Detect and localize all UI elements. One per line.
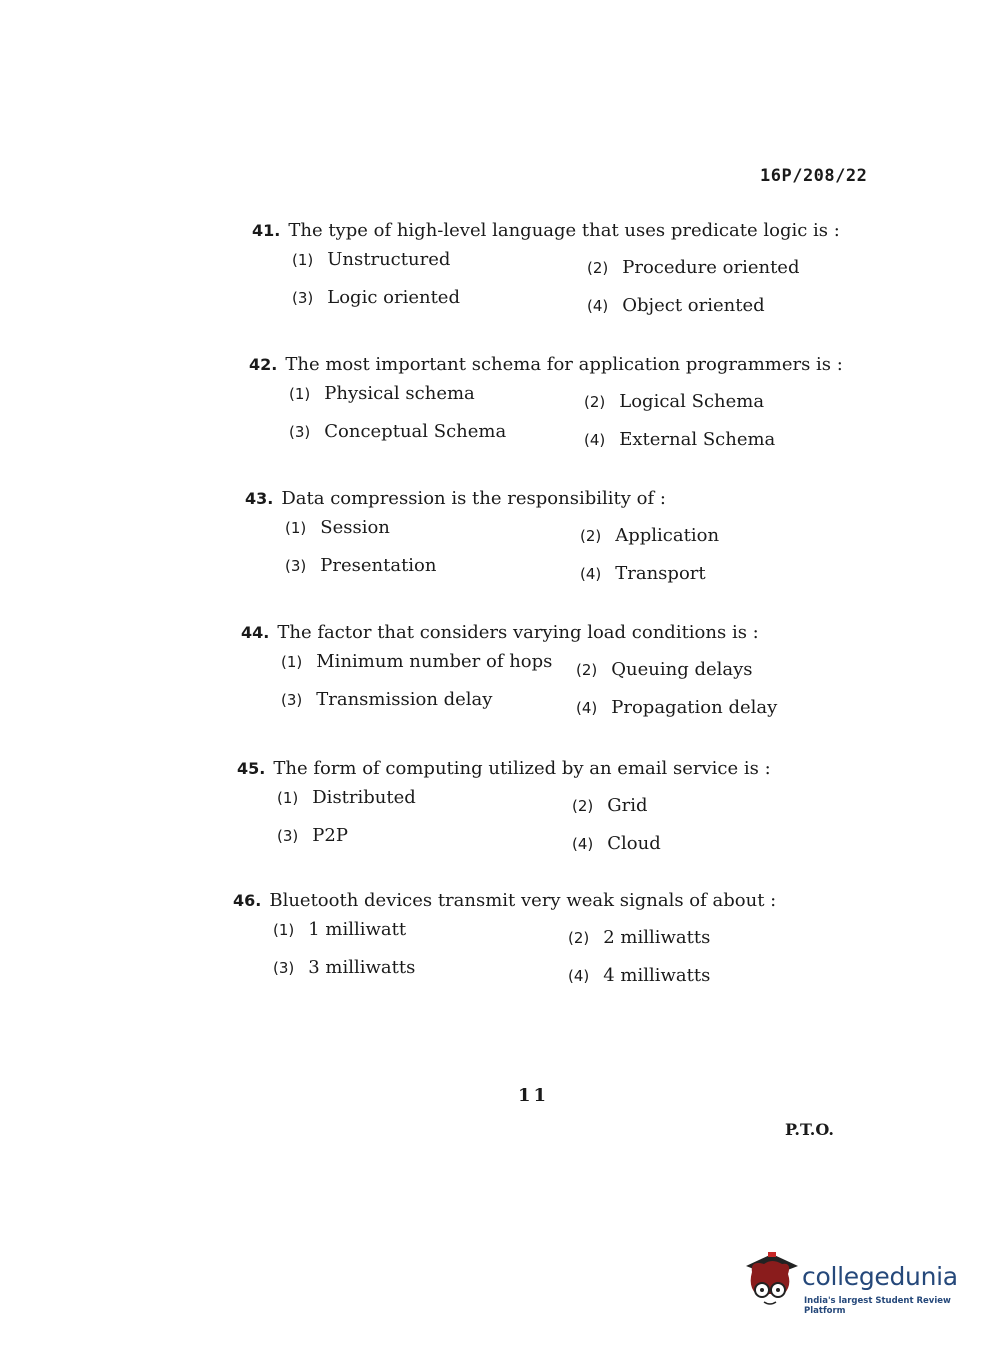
option-list xyxy=(249,383,829,463)
option-number: (2) xyxy=(576,661,598,679)
option-2 xyxy=(584,391,764,412)
option-label: Logical Schema xyxy=(619,391,765,412)
option-label: Grid xyxy=(607,795,648,816)
option-label: Transport xyxy=(615,563,706,584)
option-number: (2) xyxy=(568,929,590,947)
option-label: 4 milliwatts xyxy=(603,965,711,986)
option-4 xyxy=(587,295,765,316)
question-text: The most important schema for application programmers is : xyxy=(285,354,843,375)
option-2 xyxy=(568,927,710,948)
option-number: (1) xyxy=(292,251,314,269)
option-label: Procedure oriented xyxy=(622,257,800,278)
option-number: (3) xyxy=(289,423,311,441)
question-text: Bluetooth devices transmit very weak signals of about : xyxy=(269,890,777,911)
option-list xyxy=(237,787,817,867)
question-44 xyxy=(241,622,821,731)
option-1 xyxy=(292,249,450,270)
question-text: Data compression is the responsibility of : xyxy=(281,488,666,509)
option-2 xyxy=(576,659,753,680)
collegedunia-logo[interactable] xyxy=(742,1250,972,1320)
question-46 xyxy=(233,890,813,999)
option-1 xyxy=(289,383,475,404)
option-label: Distributed xyxy=(312,787,416,808)
option-number: (2) xyxy=(580,527,602,545)
option-label: Queuing delays xyxy=(611,659,753,680)
question-number: 45. xyxy=(237,759,266,778)
option-4 xyxy=(568,965,710,986)
option-4 xyxy=(576,697,777,718)
option-number: (4) xyxy=(580,565,602,583)
question-number: 46. xyxy=(233,891,262,910)
question-text: The form of computing utilized by an email service is : xyxy=(273,758,771,779)
option-list xyxy=(233,919,813,999)
option-1 xyxy=(281,651,552,672)
question-stem xyxy=(245,488,825,509)
option-number: (4) xyxy=(584,431,606,449)
question-43 xyxy=(245,488,825,597)
option-list xyxy=(252,249,832,329)
option-3 xyxy=(277,825,348,846)
option-number: (3) xyxy=(281,691,303,709)
option-1 xyxy=(273,919,406,940)
option-2 xyxy=(580,525,719,546)
option-label: Cloud xyxy=(607,833,661,854)
question-stem xyxy=(241,622,821,643)
brand-tagline: India's largest Student Review Platform xyxy=(804,1296,951,1316)
option-number: (1) xyxy=(285,519,307,537)
option-4 xyxy=(572,833,661,854)
question-stem xyxy=(252,220,840,241)
option-label: Minimum number of hops xyxy=(316,651,553,672)
option-number: (4) xyxy=(587,297,609,315)
option-number: (4) xyxy=(572,835,594,853)
option-3 xyxy=(273,957,415,978)
pto-label: P.T.O. xyxy=(785,1120,834,1139)
option-label: Transmission delay xyxy=(316,689,493,710)
option-2 xyxy=(587,257,799,278)
option-3 xyxy=(281,689,492,710)
question-stem xyxy=(233,890,813,911)
option-3 xyxy=(292,287,460,308)
option-2 xyxy=(572,795,648,816)
option-label: Conceptual Schema xyxy=(324,421,507,442)
question-number: 41. xyxy=(252,221,281,240)
student-mascot-icon xyxy=(742,1250,800,1312)
option-3 xyxy=(285,555,437,576)
option-label: External Schema xyxy=(619,429,776,450)
page-number: 11 xyxy=(518,1085,550,1106)
option-number: (2) xyxy=(572,797,594,815)
option-label: Presentation xyxy=(320,555,437,576)
option-label: Object oriented xyxy=(622,295,765,316)
option-label: Application xyxy=(615,525,720,546)
option-3 xyxy=(289,421,506,442)
question-number: 42. xyxy=(249,355,278,374)
option-4 xyxy=(580,563,706,584)
question-text: The type of high-level language that uses predicate logic is : xyxy=(288,220,840,241)
option-number: (3) xyxy=(285,557,307,575)
option-number: (4) xyxy=(576,699,598,717)
option-list xyxy=(245,517,825,597)
option-number: (1) xyxy=(273,921,295,939)
option-label: Session xyxy=(320,517,390,538)
option-1 xyxy=(277,787,416,808)
question-42 xyxy=(249,354,843,463)
option-label: Physical schema xyxy=(324,383,475,404)
question-number: 43. xyxy=(245,489,274,508)
option-number: (3) xyxy=(292,289,314,307)
option-number: (3) xyxy=(277,827,299,845)
option-1 xyxy=(285,517,390,538)
option-label: 1 milliwatt xyxy=(308,919,407,940)
question-number: 44. xyxy=(241,623,270,642)
option-number: (1) xyxy=(289,385,311,403)
question-text: The factor that considers varying load conditions is : xyxy=(277,622,759,643)
option-number: (2) xyxy=(587,259,609,277)
option-list xyxy=(241,651,821,731)
question-stem xyxy=(249,354,843,375)
option-label: 3 milliwatts xyxy=(308,957,416,978)
option-label: Propagation delay xyxy=(611,697,778,718)
question-stem xyxy=(237,758,817,779)
option-4 xyxy=(584,429,775,450)
option-number: (1) xyxy=(281,653,303,671)
option-number: (1) xyxy=(277,789,299,807)
brand-name: collegedunia xyxy=(802,1262,958,1291)
question-45 xyxy=(237,758,817,867)
option-label: 2 milliwatts xyxy=(603,927,711,948)
option-label: P2P xyxy=(312,825,348,846)
option-label: Unstructured xyxy=(327,249,451,270)
page-code: 16P/208/22 xyxy=(760,166,868,186)
option-number: (2) xyxy=(584,393,606,411)
option-number: (3) xyxy=(273,959,295,977)
option-number: (4) xyxy=(568,967,590,985)
question-41 xyxy=(252,220,840,329)
option-label: Logic oriented xyxy=(327,287,460,308)
